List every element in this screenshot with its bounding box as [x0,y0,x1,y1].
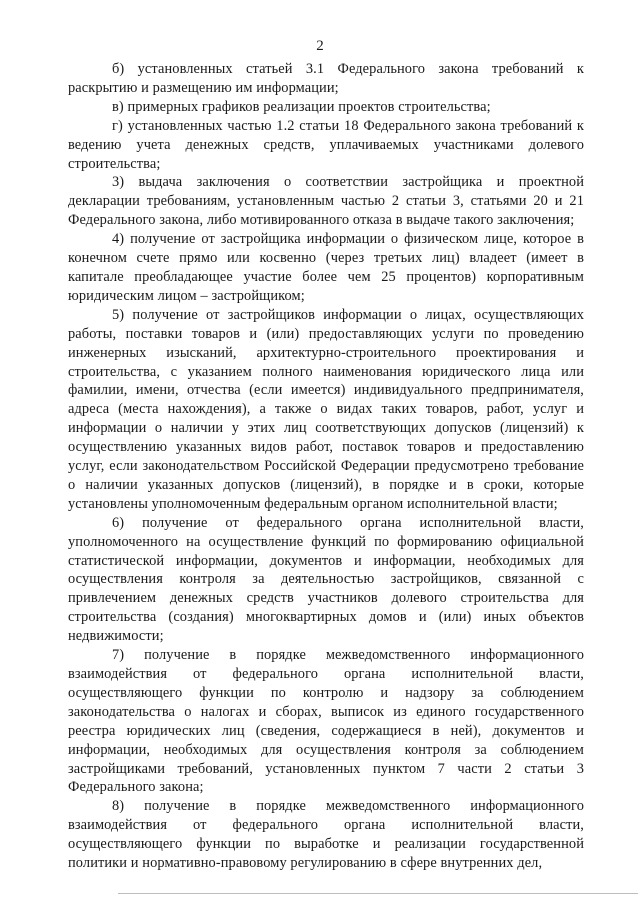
paragraph-6-statistical-info: 6) получение от федерального органа исполнительной власти, уполномоченного на осуществление функций по формированию официальной статистической информации, документов и информации, необходимых для осуществления контроля за деятельностью застройщиков, связанной с привлечением денежных средств участников долевого строительства для строительства (создания) многоквартирных домов и (или) иных объектов недвижимости; [68,514,584,645]
paragraph-4-beneficial-owner-info: 4) получение от застройщика информации о физическом лице, которое в конечном счете прямо или косвенно (через третьих лиц) владеет (имеет в капитале преобладающее участие более чем 25 процентов) корпоративным юридическим лицом – застройщиком; [68,231,584,304]
paragraph-v-construction-schedules: в) примерных графиков реализации проектов строительства; [112,98,491,115]
paragraph-b-disclosure-requirements: б) установленных статьей 3.1 Федерального закона требований к раскрытию и размещению им информации; [68,61,584,96]
paragraph-g-funds-accounting: г) установленных частью 1.2 статьи 18 Федерального закона требований к ведению учета денежных средств, уплачиваемых участниками долевого строительства; [68,117,584,172]
paragraph-5-contractors-info: 5) получение от застройщиков информации о лицах, осуществляющих работы, поставки товаров и (или) предоставляющих услуги по проведению инженерных изысканий, архитектурно-строительного проектирования и строительства, с указанием полного наименования юридического лица или фамилии, имени, отчества (если имеется) индивидуального предпринимателя, адреса (места нахождения), а также о видах таких товаров, работ, услуг и информации о наличии у этих лиц соответствующих допусков (лицензий) к осуществлению указанных видов работ, поставок товаров и предоставлению услуг, если законодательством Российской Федерации предусмотрено требование о наличии указанных допусков (лицензий), в порядке и в сроки, которые установлены уполномоченным федеральным органом исполнительной власти; [68,306,584,512]
paragraph-7-tax-authority-extracts: 7) получение в порядке межведомственного информационного взаимодействия от федерального органа исполнительной власти, осуществляющего функции по контролю и надзору за соблюдением законодательства о налогах и сборах, выписок из единого государственного реестра юридических лиц (сведения, содержащиеся в ней), документов и информации, необходимых для осуществления контроля за соблюдением застройщиками требований, установленных пунктом 7 части 2 статьи 3 Федерального закона; [68,647,584,796]
document-body [68,60,584,873]
scan-edge-line [118,893,638,894]
paragraph-3-conformity-conclusion: 3) выдача заключения о соответствии застройщика и проектной декларации требованиям, установленным частью 2 статьи 3, статьями 20 и 21 Федерального закона, либо мотивированного отказа в выдаче такого заключения; [68,174,584,229]
paragraph-8-internal-affairs-info: 8) получение в порядке межведомственного информационного взаимодействия от федерального органа исполнительной власти, осуществляющего функции по выработке и реализации государственной политики и нормативно-правовому регулированию в сфере внутренних дел, [68,798,584,872]
page-number: 2 [316,38,324,54]
